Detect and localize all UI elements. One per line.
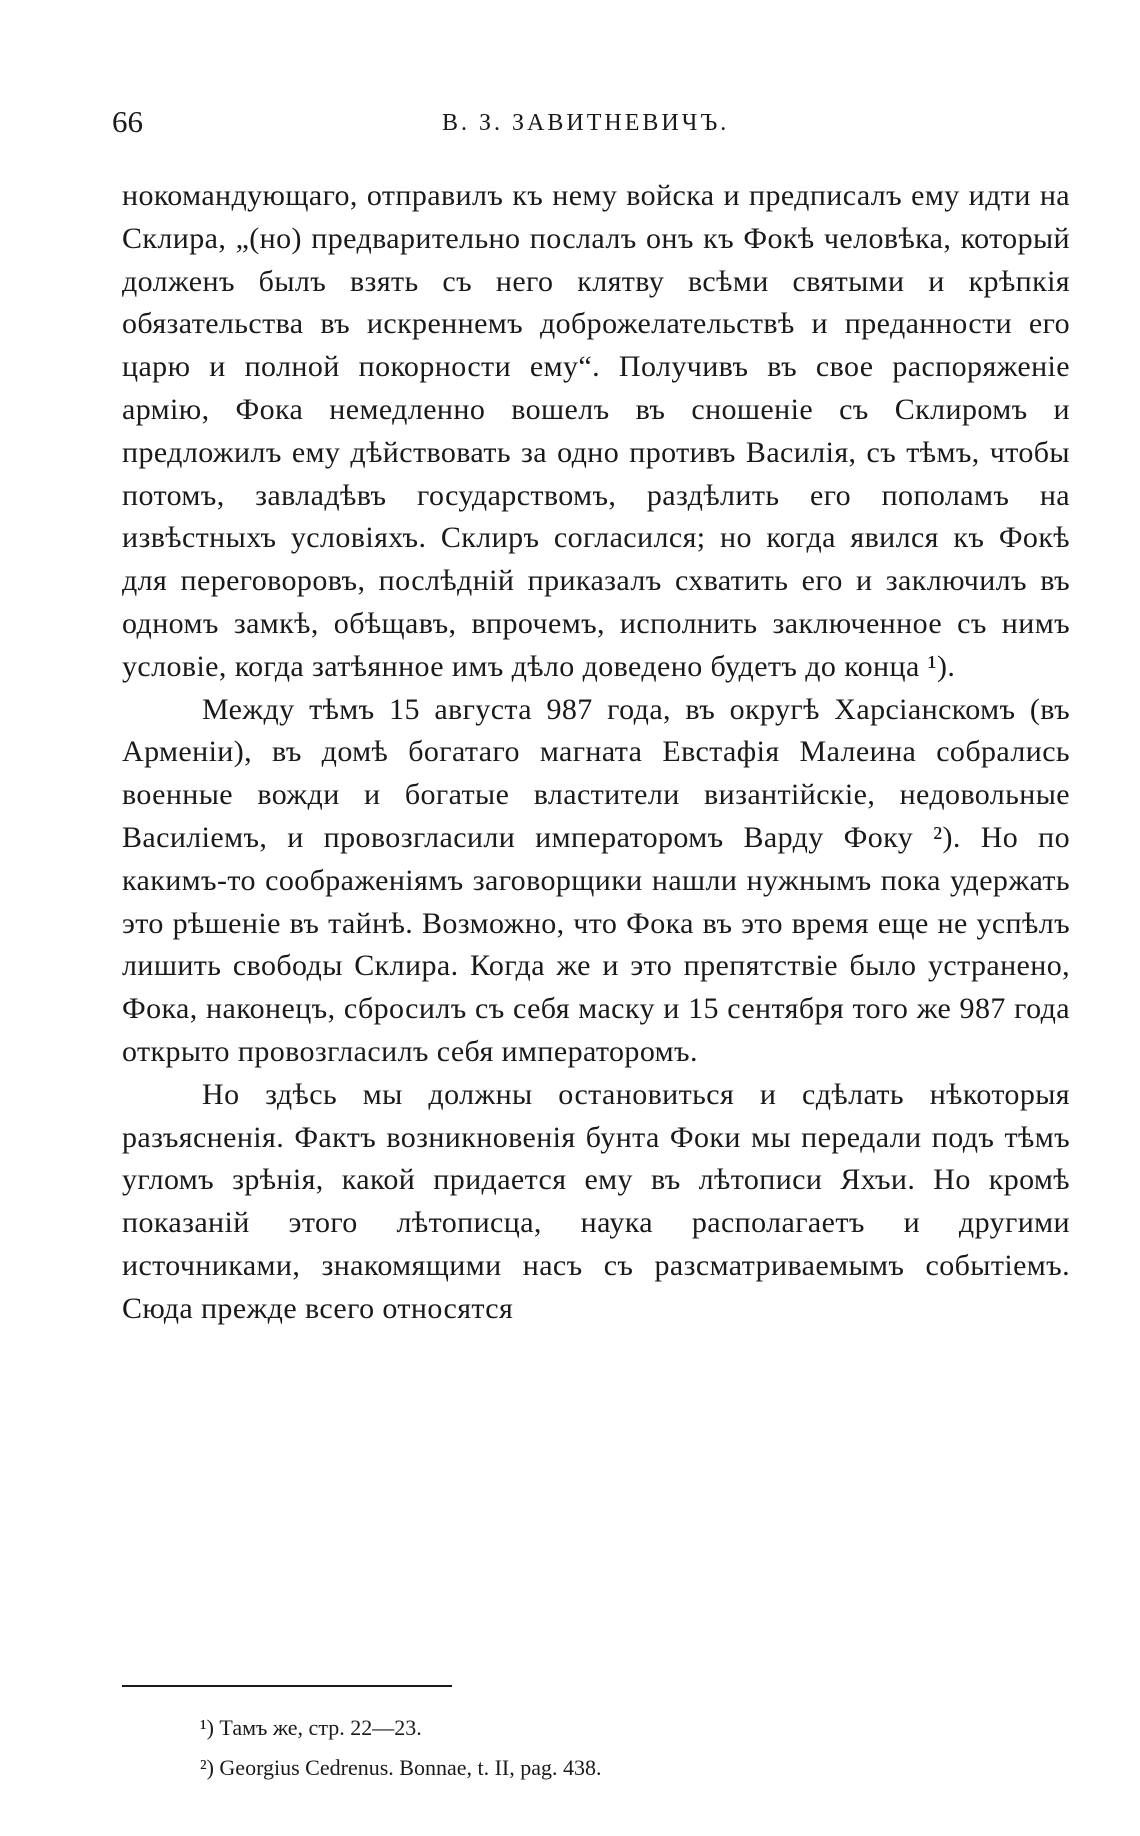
running-head	[112, 104, 1082, 144]
footnote-text: Georgius Cedrenus. Bonnae, t. II, pag. 438.	[219, 1755, 602, 1780]
footnote	[200, 1748, 1060, 1788]
footnote-marker: ²)	[200, 1755, 214, 1780]
paragraph: Между тѣмъ 15 августа 987 года, въ округѣ Харсіанскомъ (въ Арменіи), въ домѣ богатаго магната Евстафія Малеина собрались военные вожди и богатые властители византійскіе, недовольные Василіемъ, и провозгласили императоромъ Варду Фоку ²). Но по какимъ-то соображеніямъ заговорщики нашли нужнымъ пока удержать это рѣшеніе въ тайнѣ. Возможно, что Фока въ это время еще не успѣлъ лишить свободы Склира. Когда же и это препятствіе было устранено, Фока, наконецъ, сбросилъ съ себя маску и 15 сентября того же 987 года открыто провозгласилъ себя императоромъ.	[122, 692, 1070, 1068]
body-text	[122, 175, 1070, 1331]
footnote	[200, 1708, 1060, 1748]
paragraph: нокомандующаго, отправилъ къ нему войска и предписалъ ему идти на Склира, „(но) предварительно послалъ онъ къ Фокѣ человѣка, который долженъ былъ взять съ него клятву всѣми святыми и крѣпкія обязательства въ искреннемъ доброжелательствѣ и преданности его царю и полной покорности ему“. Получивъ въ свое распоряженіе армію, Фока немедленно вошелъ въ сношеніе съ Склиромъ и предложилъ ему дѣйствовать за одно противъ Василія, съ тѣмъ, чтобы потомъ, завладѣвъ государствомъ, раздѣлить его пополамъ на извѣстныхъ условіяхъ. Склиръ согласился; но когда явился къ Фокѣ для переговоровъ, послѣдній приказалъ схватить его и заключилъ въ одномъ замкѣ, обѣщавъ, впрочемъ, исполнить заключенное съ нимъ условіе, когда затѣянное имъ дѣло доведено будетъ до конца ¹).	[122, 179, 1070, 683]
footnotes	[200, 1708, 1060, 1788]
footnote-marker: ¹)	[200, 1715, 214, 1740]
paragraph: Но здѣсь мы должны остановиться и сдѣлать нѣкоторыя разъясненія. Фактъ возникновенія бунта Фоки мы передали подъ тѣмъ угломъ зрѣнія, какой придается ему въ лѣтописи Яхъи. Но кромѣ показаній этого лѣтописца, наука располагаетъ и другими источниками, знакомящими насъ съ разсматриваемымъ событіемъ. Сюда прежде всего относятся	[122, 1077, 1070, 1325]
page-number: 66	[112, 104, 143, 139]
footnote-divider	[122, 1685, 452, 1687]
running-title: В. З. ЗАВИТНЕВИЧЪ.	[442, 110, 730, 136]
footnote-text: Тамъ же, стр. 22—23.	[219, 1715, 422, 1740]
